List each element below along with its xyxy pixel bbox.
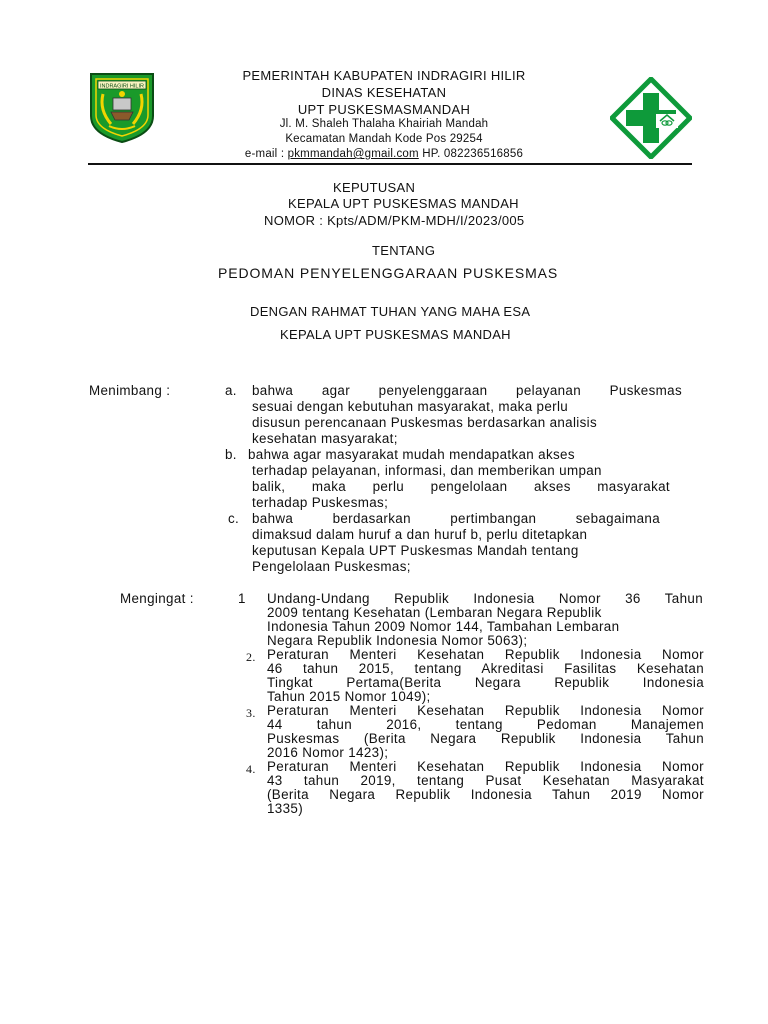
mengingat-1-line-3: Indonesia Tahun 2009 Nomor 144, Tambahan Lembaran [267, 619, 620, 634]
email-label: e-mail : [244, 148, 285, 160]
mengingat-3-line-4: 2016 Nomor 1423); [267, 745, 389, 760]
mengingat-marker-1: 1 [238, 591, 246, 606]
phone-number: HP. 082236516856 [422, 148, 524, 160]
mengingat-4-line-3: (Berita Negara Republik Indonesia Tahun 2019 Nomor [267, 787, 704, 802]
menimbang-a-line-2: sesuai dengan kebutuhan masyarakat, maka perlu [252, 399, 569, 414]
letterhead-divider [88, 163, 692, 165]
menimbang-b-line-4: terhadap Puskesmas; [252, 495, 389, 510]
menimbang-c-line-1: bahwa berdasarkan pertimbangan sebagaimana [252, 511, 660, 526]
menimbang-c-line-3: keputusan Kepala UPT Puskesmas Mandah tentang [252, 543, 579, 558]
menimbang-c-line-4: Pengelolaan Puskesmas; [252, 559, 411, 574]
mengingat-1-line-1: Undang-Undang Republik Indonesia Nomor 36 Tahun [267, 591, 703, 606]
mengingat-marker-3: 3. [246, 706, 256, 720]
letterhead-contact [0, 148, 768, 160]
mengingat-1-line-4: Negara Republik Indonesia Nomor 5063); [267, 633, 528, 648]
menimbang-c-line-2: dimaksud dalam huruf a dan huruf b, perlu ditetapkan [252, 527, 588, 542]
menimbang-b-line-3: balik, maka perlu pengelolaan akses masyarakat [252, 479, 670, 494]
menimbang-a-line-1: bahwa agar penyelenggaraan pelayanan Puskesmas [252, 383, 682, 398]
seal-banner-text: INDRAGIRI HILIR [99, 83, 145, 90]
mengingat-2-line-3: Tingkat Pertama(Berita Negara Republik Indonesia [267, 675, 704, 690]
email-link[interactable]: pkmmandah@gmail.com [287, 148, 419, 160]
menimbang-a-line-4: kesehatan masyarakat; [252, 431, 398, 446]
mengingat-2-line-4: Tahun 2015 Nomor 1049); [267, 689, 431, 704]
decree-blessing: DENGAN RAHMAT TUHAN YANG MAHA ESA [250, 304, 531, 319]
mengingat-3-line-1: Peraturan Menteri Kesehatan Republik Indonesia Nomor [267, 703, 704, 718]
mengingat-3-line-2: 44 tahun 2016, tentang Pedoman Manajemen [267, 717, 704, 732]
decree-issuer-repeat: KEPALA UPT PUSKESMAS MANDAH [280, 327, 511, 342]
mengingat-4-line-2: 43 tahun 2019, tentang Pusat Kesehatan Masyarakat [267, 773, 704, 788]
menimbang-b-line-1: bahwa agar masyarakat mudah mendapatkan akses [248, 447, 575, 462]
mengingat-2-line-1: Peraturan Menteri Kesehatan Republik Indonesia Nomor [267, 647, 704, 662]
menimbang-a-line-3: disusun perencanaan Puskesmas berdasarkan analisis [252, 415, 598, 430]
decree-number: NOMOR : Kpts/ADM/PKM-MDH/I/2023/005 [264, 213, 525, 228]
menimbang-b-line-2: terhadap pelayanan, informasi, dan memberikan umpan [252, 463, 602, 478]
letterhead-unit: UPT PUSKESMASMANDAH [297, 102, 471, 117]
mengingat-3-line-3: Puskesmas (Berita Negara Republik Indonesia Tahun [267, 731, 704, 746]
decree-title: KEPUTUSAN [333, 180, 416, 195]
decree-subject: PEDOMAN PENYELENGGARAAN PUSKESMAS [218, 265, 559, 281]
mengingat-2-line-2: 46 tahun 2015, tentang Akreditasi Fasilitas Kesehatan [267, 661, 704, 676]
mengingat-4-line-4: 1335) [267, 801, 303, 816]
mengingat-1-line-2: 2009 tentang Kesehatan (Lembaran Negara Republik [267, 605, 602, 620]
mengingat-marker-2: 2. [246, 650, 256, 664]
letterhead-department: DINAS KESEHATAN [321, 85, 447, 100]
menimbang-marker-b: b. [225, 447, 237, 462]
menimbang-marker-a: a. [225, 383, 237, 398]
letterhead-address-street: Jl. M. Shaleh Thalaha Khairiah Mandah [279, 118, 489, 130]
menimbang-marker-c: c. [228, 511, 240, 526]
letterhead-government: PEMERINTAH KABUPATEN INDRAGIRI HILIR [242, 68, 526, 83]
decree-about-label: TENTANG [372, 243, 436, 258]
mengingat-label: Mengingat : [120, 591, 194, 606]
mengingat-4-line-1: Peraturan Menteri Kesehatan Republik Indonesia Nomor [267, 759, 704, 774]
decree-issuer: KEPALA UPT PUSKESMAS MANDAH [288, 196, 519, 211]
letterhead-address-district: Kecamatan Mandah Kode Pos 29254 [285, 133, 483, 145]
menimbang-label: Menimbang : [89, 383, 171, 398]
mengingat-marker-4: 4. [246, 762, 256, 776]
